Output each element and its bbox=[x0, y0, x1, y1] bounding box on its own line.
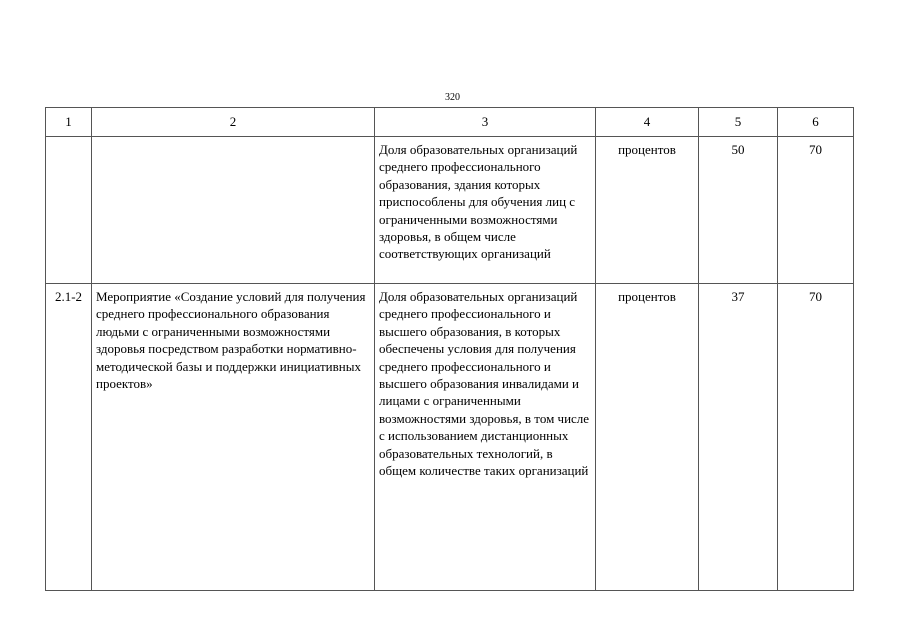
column-header-2: 2 bbox=[92, 108, 375, 137]
value-5-cell: 50 bbox=[699, 137, 778, 284]
indicators-table bbox=[45, 107, 854, 591]
column-header-5: 5 bbox=[699, 108, 778, 137]
unit-cell: процентов bbox=[596, 137, 699, 284]
header-row bbox=[46, 108, 854, 137]
page-number: 320 bbox=[445, 92, 460, 103]
event-cell: Мероприятие «Создание условий для получения среднего профессионального образования людьми с ограниченными возможностями здоровья посредством разработки нормативно-методической базы и поддержки инициативных проектов» bbox=[92, 284, 375, 591]
column-header-4: 4 bbox=[596, 108, 699, 137]
value-6-cell: 70 bbox=[778, 284, 854, 591]
column-header-3: 3 bbox=[375, 108, 596, 137]
code-cell: 2.1-2 bbox=[46, 284, 92, 591]
value-6-cell: 70 bbox=[778, 137, 854, 284]
unit-cell: процентов bbox=[596, 284, 699, 591]
event-cell bbox=[92, 137, 375, 284]
table-row bbox=[46, 284, 854, 591]
value-5-cell: 37 bbox=[699, 284, 778, 591]
table-row bbox=[46, 137, 854, 284]
indicator-cell: Доля образовательных организаций среднего профессионального образования, здания которых приспособлены для обучения лиц с ограниченными возможностями здоровья, в общем числе соответствующих организаций bbox=[375, 137, 596, 284]
indicator-cell: Доля образовательных организаций среднего профессионального и высшего образования, в которых обеспечены условия для получения среднего профессионального и высшего образования инвалидами и лицами с ограниченными возможностями здоровья, в том числе с использованием дистанционных образовательных технологий, в общем количестве таких организаций bbox=[375, 284, 596, 591]
code-cell bbox=[46, 137, 92, 284]
column-header-1: 1 bbox=[46, 108, 92, 137]
column-header-6: 6 bbox=[778, 108, 854, 137]
